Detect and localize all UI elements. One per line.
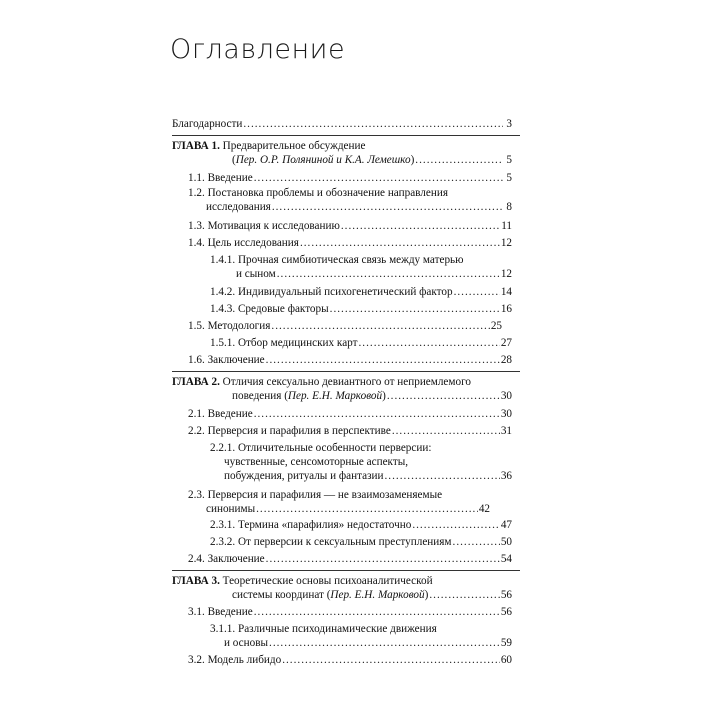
section-divider <box>172 371 520 372</box>
toc-entry-2-1[interactable] <box>188 407 512 421</box>
leader-dots <box>341 219 500 233</box>
entry-title: 3.1.1. Различные психодинамические движения <box>210 623 437 635</box>
entry-title: 1.6. Заключение <box>188 354 265 366</box>
toc-entry-3-1-1[interactable] <box>210 622 512 650</box>
page-title: Оглавление <box>170 34 346 65</box>
entry-title: 2.1. Введение <box>188 408 253 420</box>
entry-title: 1.2. Постановка проблемы и обозначение направления <box>188 187 448 199</box>
toc-entry-1-4-3[interactable] <box>210 302 512 316</box>
leader-dots <box>415 153 503 167</box>
page-number: 3 <box>506 118 512 130</box>
toc-entry-1-4-1[interactable] <box>210 253 512 281</box>
toc-entry-2-3-2[interactable] <box>210 535 512 549</box>
page-number: 42 <box>478 503 490 515</box>
toc-entry-1-6[interactable] <box>188 353 512 367</box>
entry-title: 1.4.1. Прочная симбиотическая связь между матерью <box>210 254 464 266</box>
leader-dots <box>330 302 500 316</box>
translator-credit: Пер. Е.Н. Марковой <box>287 390 383 402</box>
entry-title-cont: поведения ( <box>232 390 288 402</box>
toc-entry-2-3-1[interactable] <box>210 518 512 532</box>
entry-title: 1.4.3. Средовые факторы <box>210 303 329 315</box>
entry-title-cont: системы координат ( <box>232 589 331 601</box>
page-number: 54 <box>500 553 512 565</box>
translator-close: ) <box>424 589 429 601</box>
leader-dots <box>392 424 500 438</box>
toc-entry-2-4[interactable] <box>188 552 512 566</box>
translator-close: ) <box>410 154 415 166</box>
entry-title: Отличия сексуально девиантного от неприемлемого <box>222 376 471 388</box>
leader-dots <box>256 502 478 516</box>
leader-dots <box>359 336 500 350</box>
page-number: 8 <box>506 201 512 213</box>
entry-title-cont: и основы <box>224 637 269 649</box>
leader-dots <box>429 588 499 602</box>
toc-entry-2-2-1[interactable] <box>210 441 512 483</box>
entry-title: 2.4. Заключение <box>188 553 265 565</box>
leader-dots <box>385 469 500 483</box>
entry-title: 3.2. Модель либидо <box>188 654 282 666</box>
entry-title: 2.3.1. Термина «парафилия» недостаточно <box>210 519 412 531</box>
leader-dots <box>300 236 500 250</box>
leader-dots <box>277 267 500 281</box>
toc-entry-1-2[interactable] <box>188 186 512 214</box>
toc-entry-2-2[interactable] <box>188 424 512 438</box>
page-number: 59 <box>500 637 512 649</box>
toc-entry-chapter-2[interactable] <box>172 375 512 403</box>
entry-title: Теоретические основы психоаналитической <box>222 575 433 587</box>
page-number: 30 <box>500 390 512 402</box>
toc-entry-3-1[interactable] <box>188 605 512 619</box>
toc-entry-1-4-2[interactable] <box>210 285 512 299</box>
entry-title-cont: и сыном <box>236 268 276 280</box>
chapter-label: ГЛАВА 1. <box>172 140 220 152</box>
translator-credit: Пер. О.Р. Поляниной и К.А. Лемешко <box>235 154 411 166</box>
page-number: 5 <box>506 172 512 184</box>
page-number: 14 <box>500 286 512 298</box>
leader-dots <box>453 535 500 549</box>
translator-close: ) <box>382 390 386 402</box>
translator-credit: Пер. Е.Н. Марковой <box>330 589 425 601</box>
leader-dots <box>254 605 500 619</box>
leader-dots <box>271 319 489 333</box>
page-number: 28 <box>500 354 512 366</box>
leader-dots <box>254 407 500 421</box>
entry-title: 2.3. Перверсия и парафилия — не взаимозаменяемые <box>188 489 443 501</box>
toc-entry-1-4[interactable] <box>188 236 512 250</box>
entry-title: 1.5. Методология <box>188 320 271 332</box>
entry-title-cont: синонимы <box>206 503 256 515</box>
entry-title: 1.4.2. Индивидуальный психогенетический фактор <box>210 286 453 298</box>
entry-title: 1.4. Цель исследования <box>188 237 299 249</box>
toc-entry-1-5-1[interactable] <box>210 336 512 350</box>
entry-title: 1.3. Мотивация к исследованию <box>188 220 340 232</box>
toc-entry-1-3[interactable] <box>188 219 512 233</box>
leader-dots <box>387 389 500 403</box>
translator-open: ( <box>232 154 236 166</box>
page-number: 30 <box>500 408 512 420</box>
section-divider <box>172 570 520 571</box>
page-number: 5 <box>506 154 512 166</box>
page-number: 56 <box>500 589 512 601</box>
page-number: 12 <box>500 268 512 280</box>
leader-dots <box>282 653 500 667</box>
page-number: 47 <box>500 519 512 531</box>
toc-entry-chapter-1[interactable] <box>172 139 512 167</box>
toc-entry-2-3[interactable] <box>188 488 490 516</box>
page-number: 50 <box>500 536 512 548</box>
chapter-label: ГЛАВА 2. <box>172 376 220 388</box>
entry-title-cont: чувственные, сенсомоторные аспекты, <box>224 456 409 468</box>
chapter-label: ГЛАВА 3. <box>172 575 220 587</box>
page-number: 56 <box>500 606 512 618</box>
toc-entry-chapter-3[interactable] <box>172 574 512 602</box>
leader-dots <box>266 353 500 367</box>
toc-entry-1-5[interactable] <box>188 319 502 333</box>
leader-dots <box>254 171 503 185</box>
leader-dots <box>243 117 503 131</box>
entry-title: 2.2. Перверсия и парафилия в перспективе <box>188 425 391 437</box>
page-number: 11 <box>501 220 512 232</box>
entry-title: 3.1. Введение <box>188 606 253 618</box>
leader-dots <box>454 285 500 299</box>
toc-entry-acknowledgments[interactable] <box>172 117 512 131</box>
page-number: 31 <box>500 425 512 437</box>
page-number: 36 <box>500 470 512 482</box>
entry-title-cont: исследования <box>206 201 271 213</box>
entry-title: 2.2.1. Отличительные особенности перверсии: <box>210 442 432 454</box>
page-number: 27 <box>500 337 512 349</box>
page-number: 60 <box>500 654 512 666</box>
entry-title: 2.3.2. От перверсии к сексуальным преступлениям <box>210 536 452 548</box>
entry-title: 1.1. Введение <box>188 172 253 184</box>
toc-entry-1-1[interactable] <box>188 171 512 185</box>
entry-title: Предварительное обсуждение <box>222 140 366 152</box>
toc-entry-3-2[interactable] <box>188 653 512 667</box>
leader-dots <box>412 518 499 532</box>
page-number: 12 <box>500 237 512 249</box>
section-divider <box>172 135 520 136</box>
entry-title: Благодарности <box>172 118 243 130</box>
entry-title-cont: побуждения, ритуалы и фантазии <box>224 470 384 482</box>
leader-dots <box>272 200 503 214</box>
entry-title: 1.5.1. Отбор медицинских карт <box>210 337 358 349</box>
page-number: 16 <box>500 303 512 315</box>
leader-dots <box>269 636 500 650</box>
leader-dots <box>266 552 500 566</box>
page-number: 25 <box>490 320 502 332</box>
